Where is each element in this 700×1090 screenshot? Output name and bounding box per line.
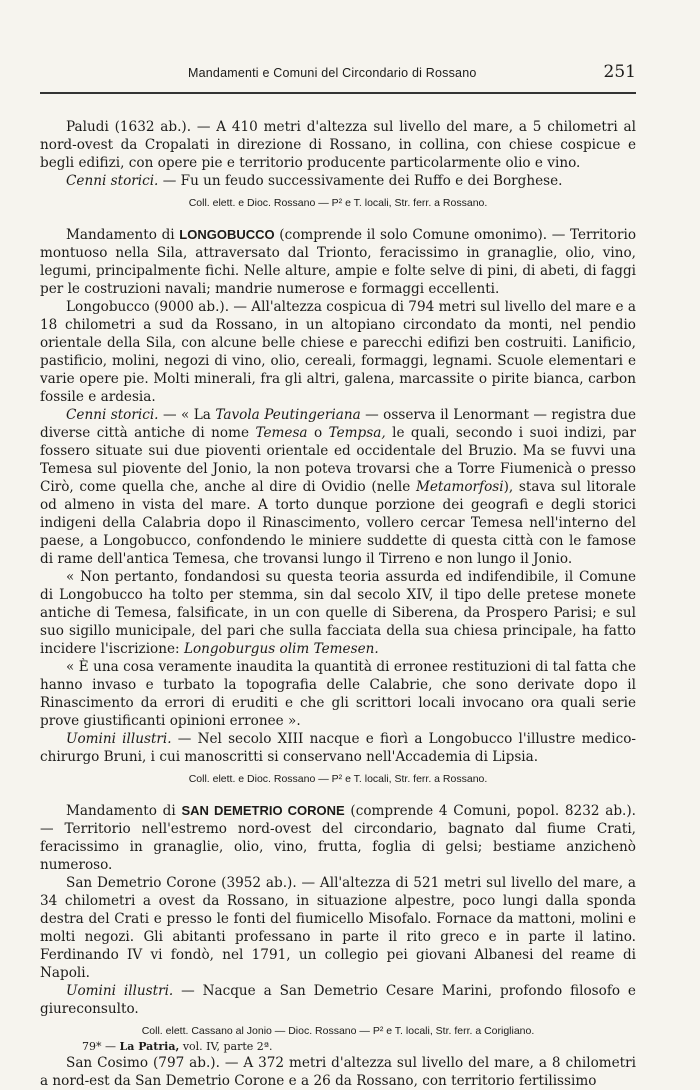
page-number: 251	[603, 62, 636, 82]
san-demetrio-uomini: Uomini illustri. — Nacque a San Demetrio Cesare Marini, profondo filosofo e giureconsulto.	[40, 983, 636, 1017]
running-title: Mandamenti e Comuni del Circondario di Rossano	[188, 66, 477, 80]
paludi-admin-note: Coll. elett. e Dioc. Rossano — P² e T. locali, Str. ferr. a Rossano.	[188, 197, 488, 209]
header-rule	[40, 92, 636, 94]
san-demetrio-admin-note: Coll. elett. Cassano al Jonio — Dioc. Rossano — P² e T. locali, Str. ferr. a Corigliano.	[141, 1025, 535, 1037]
entry-san-cosimo: San Cosimo (797 ab.). — A 372 metri d'altezza sul livello del mare, a 8 chilometri a nord-est da San Demetrio Corone e a 26 da Rossano, con territorio fertilissimo	[40, 1055, 636, 1089]
entry-san-demetrio: San Demetrio Corone (3952 ab.). — All'altezza di 521 metri sul livello del mare, a 34 chilometri a ovest da Rossano, in situazione alpestre, poco lungi dalla sponda destra del Crati e presso le fonti del fiumicello Misofalo. Fornace da mattoni, molini e molti negozi. Gli abitanti professano in parte il rito greco e in parte il latino. Ferdinando IV vi fondò, nel 1791, un collegio pei giovani Albanesi del reame di Napoli.	[40, 875, 636, 981]
longobucco-topografia: « È una cosa veramente inaudita la quantità di erronee restituzioni di tal fatta che hanno invaso e turbato la topografia delle Calabrie, che sono derivate dopo il Rinascimento da errori di eruditi e che gli scrittori locali invocano ora quali serie prove giustificanti opinioni erronee ».	[40, 659, 636, 729]
longobucco-admin-note: Coll. elett. e Dioc. Rossano — P² e T. locali, Str. ferr. a Rossano.	[188, 773, 488, 785]
running-header	[40, 62, 636, 84]
footer-signature: 79* — La Patria, vol. IV, parte 2ª.	[82, 1040, 273, 1053]
mandamento-longobucco: Mandamento di LONGOBUCCO (comprende il solo Comune omonimo). — Territorio montuoso nella Sila, attraversato dal Trionto, feracissimo in granaglie, olio, vino, legumi, principalmente fichi. Nelle alture, ampie e folte selve di pini, di abeti, di faggi per le costruzioni navali; mandrie numerose e formaggi eccellenti.	[40, 227, 637, 297]
mandamento-san-demetrio: Mandamento di SAN DEMETRIO CORONE (comprende 4 Comuni, popol. 8232 ab.). — Territorio nell'estremo nord-ovest del circondario, bagnato dal fiume Crati, feracissimo in granaglie, olio, vino, frutta, foglia di gelsi; bestiame anzichenò numeroso.	[40, 803, 636, 873]
longobucco-stemma: « Non pertanto, fondandosi su questa teoria assurda ed indifendibile, il Comune di Longobucco ha tolto per stemma, sin dal secolo XIV, il tipo delle pretese monete antiche di Temesa, falsificate, in un con quelle di Siberena, da Prospero Parisi; e sul suo sigillo municipale, del pari che sulla facciata della sua chiesa principale, ha fatto incidere l'iscrizione: Longoburgus olim Temesen.	[40, 569, 636, 657]
longobucco-uomini: Uomini illustri. — Nel secolo XIII nacque e fiorì a Longobucco l'illustre medico-chirurgo Bruni, i cui manoscritti si conservano nell'Accademia di Lipsia.	[40, 731, 636, 765]
entry-paludi: Paludi (1632 ab.). — A 410 metri d'altezza sul livello del mare, a 5 chilometri al nord-ovest da Cropalati in direzione di Rossano, in collina, con chiese cospicue e begli edifizi, con opere pie e territorio producente particolarmente olio e vino.	[40, 119, 636, 171]
longobucco-cenni: Cenni storici. — « La Tavola Peutingeriana — osserva il Lenormant — registra due diverse città antiche di nome Temesa o Tempsa, le quali, secondo i suoi indizi, par fossero situate sui due pioventi orientale ed occidentale del Bruzio. Ma se fuvvi una Temesa sul piovente del Jonio, la non poteva trovarsi che a Torre Fiumenicà o presso Cirò, come quella che, anche al dire di Ovidio (nelle Metamorfosi), stava sul litorale od almeno in vista del mare. A torto dunque porzione dei geografi e degli storici indigeni della Calabria dopo il Rinascimento, vollero cercar Temesa nell'interno del paese, a Longobucco, confondendo le miniere suddette di questa città con le famose di rame dell'antica Temesa, che trovansi lungo il Tirreno e non lungo il Jonio.	[40, 407, 636, 567]
paludi-cenni: Cenni storici. — Fu un feudo successivamente dei Ruffo e dei Borghese.	[66, 173, 563, 189]
page-body	[40, 118, 636, 1090]
entry-longobucco: Longobucco (9000 ab.). — All'altezza cospicua di 794 metri sul livello del mare e a 18 chilometri a sud da Rossano, in un altopiano circondato da monti, nel pendio orientale della Sila, con alcune belle chiese e parecchi edifizi ben costruiti. Lanificio, pastificio, molini, negozi di vino, olio, cereali, formaggi, legnami. Scuole elementari e varie opere pie. Molti minerali, fra gli altri, galena, marcassite o pirite bianca, carbon fossile e ardesia.	[40, 299, 636, 405]
